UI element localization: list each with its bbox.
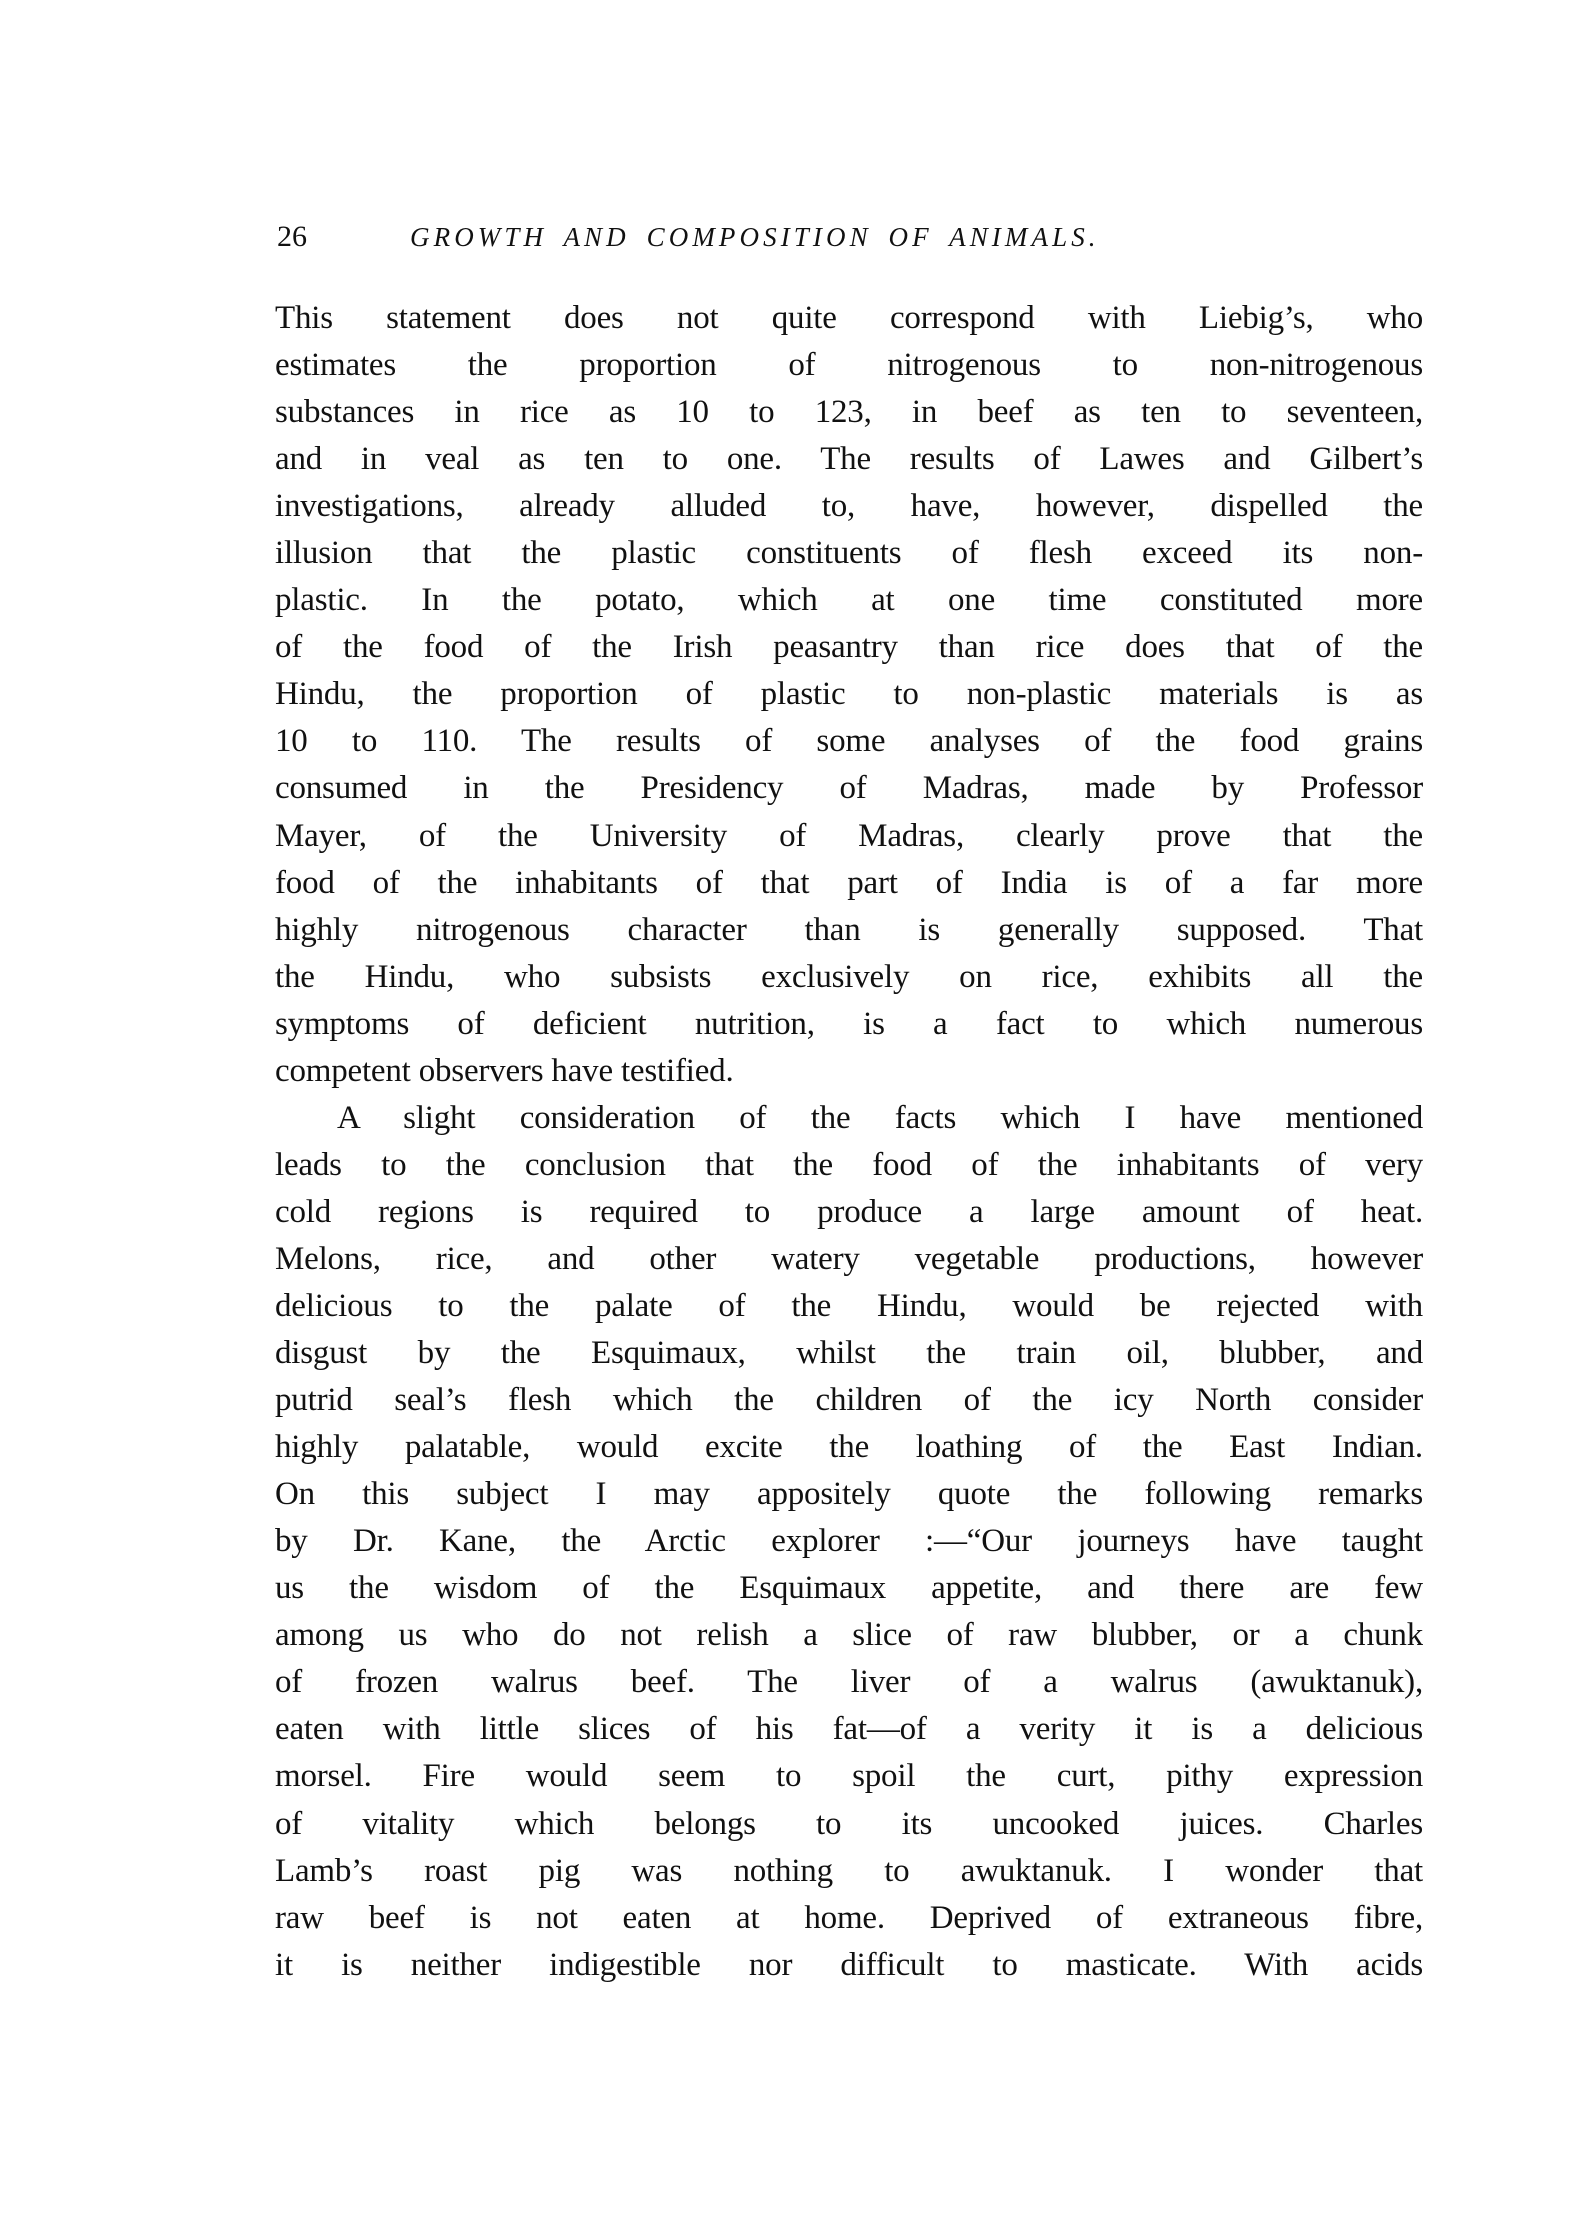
- text-line: Melons, rice, and other watery vegetable productions, however: [275, 1240, 1423, 1277]
- text-line: cold regions is required to produce a large amount of heat.: [275, 1193, 1423, 1230]
- text-line: consumed in the Presidency of Madras, made by Professor: [275, 770, 1423, 807]
- running-head: [275, 217, 1423, 257]
- text-line: by Dr. Kane, the Arctic explorer :—“Our journeys have taught: [275, 1523, 1423, 1560]
- text-line: On this subject I may appositely quote the following remarks: [275, 1476, 1423, 1513]
- text-line: plastic. In the potato, which at one time constituted more: [275, 582, 1423, 619]
- paragraph: [275, 1095, 1423, 1989]
- text-line: highly palatable, would excite the loathing of the East Indian.: [275, 1429, 1423, 1466]
- text-line: us the wisdom of the Esquimaux appetite, and there are few: [275, 1570, 1423, 1607]
- paragraph: [275, 295, 1423, 1095]
- text-line: food of the inhabitants of that part of India is of a far more: [275, 864, 1423, 901]
- text-line: leads to the conclusion that the food of the inhabitants of very: [275, 1146, 1423, 1183]
- text-line: highly nitrogenous character than is generally supposed. That: [275, 911, 1423, 948]
- text-line: illusion that the plastic constituents of flesh exceed its non-: [275, 535, 1423, 572]
- text-line: substances in rice as 10 to 123, in beef as ten to seventeen,: [275, 394, 1423, 431]
- text-line: A slight consideration of the facts which I have mentioned: [337, 1099, 1423, 1136]
- text-line: morsel. Fire would seem to spoil the curt, pithy expression: [275, 1758, 1423, 1795]
- text-line: Hindu, the proportion of plastic to non-plastic materials is as: [275, 676, 1423, 713]
- page-number: 26: [277, 220, 307, 253]
- text-line: it is neither indigestible nor difficult to masticate. With acids: [275, 1946, 1423, 1983]
- text-line: of vitality which belongs to its uncooked juices. Charles: [275, 1805, 1423, 1842]
- text-line: symptoms of deficient nutrition, is a fact to which numerous: [275, 1005, 1423, 1042]
- text-line: disgust by the Esquimaux, whilst the train oil, blubber, and: [275, 1335, 1423, 1372]
- text-line: estimates the proportion of nitrogenous to non-nitrogenous: [275, 347, 1423, 384]
- text-line: among us who do not relish a slice of raw blubber, or a chunk: [275, 1617, 1423, 1654]
- text-line: 10 to 110. The results of some analyses of the food grains: [275, 723, 1423, 760]
- text-line: and in veal as ten to one. The results of Lawes and Gilbert’s: [275, 441, 1423, 478]
- text-line: delicious to the palate of the Hindu, would be rejected with: [275, 1287, 1423, 1324]
- text-line: Mayer, of the University of Madras, clearly prove that the: [275, 817, 1423, 854]
- text-line: competent observers have testified.: [275, 1052, 734, 1089]
- text-line: raw beef is not eaten at home. Deprived of extraneous fibre,: [275, 1899, 1423, 1936]
- text-line: of the food of the Irish peasantry than rice does that of the: [275, 629, 1423, 666]
- running-title: GROWTH AND COMPOSITION OF ANIMALS.: [410, 222, 1100, 252]
- text-line: eaten with little slices of his fat—of a verity it is a delicious: [275, 1711, 1423, 1748]
- text-line: This statement does not quite correspond with Liebig’s, who: [275, 300, 1423, 336]
- text-line: the Hindu, who subsists exclusively on rice, exhibits all the: [275, 958, 1423, 995]
- text-line: of frozen walrus beef. The liver of a walrus (awuktanuk),: [275, 1664, 1423, 1701]
- text-line: putrid seal’s flesh which the children of the icy North consider: [275, 1382, 1423, 1419]
- text-line: investigations, already alluded to, have, however, dispelled the: [275, 488, 1423, 525]
- body-text: [275, 295, 1423, 1989]
- text-line: Lamb’s roast pig was nothing to awuktanuk. I wonder that: [275, 1852, 1423, 1889]
